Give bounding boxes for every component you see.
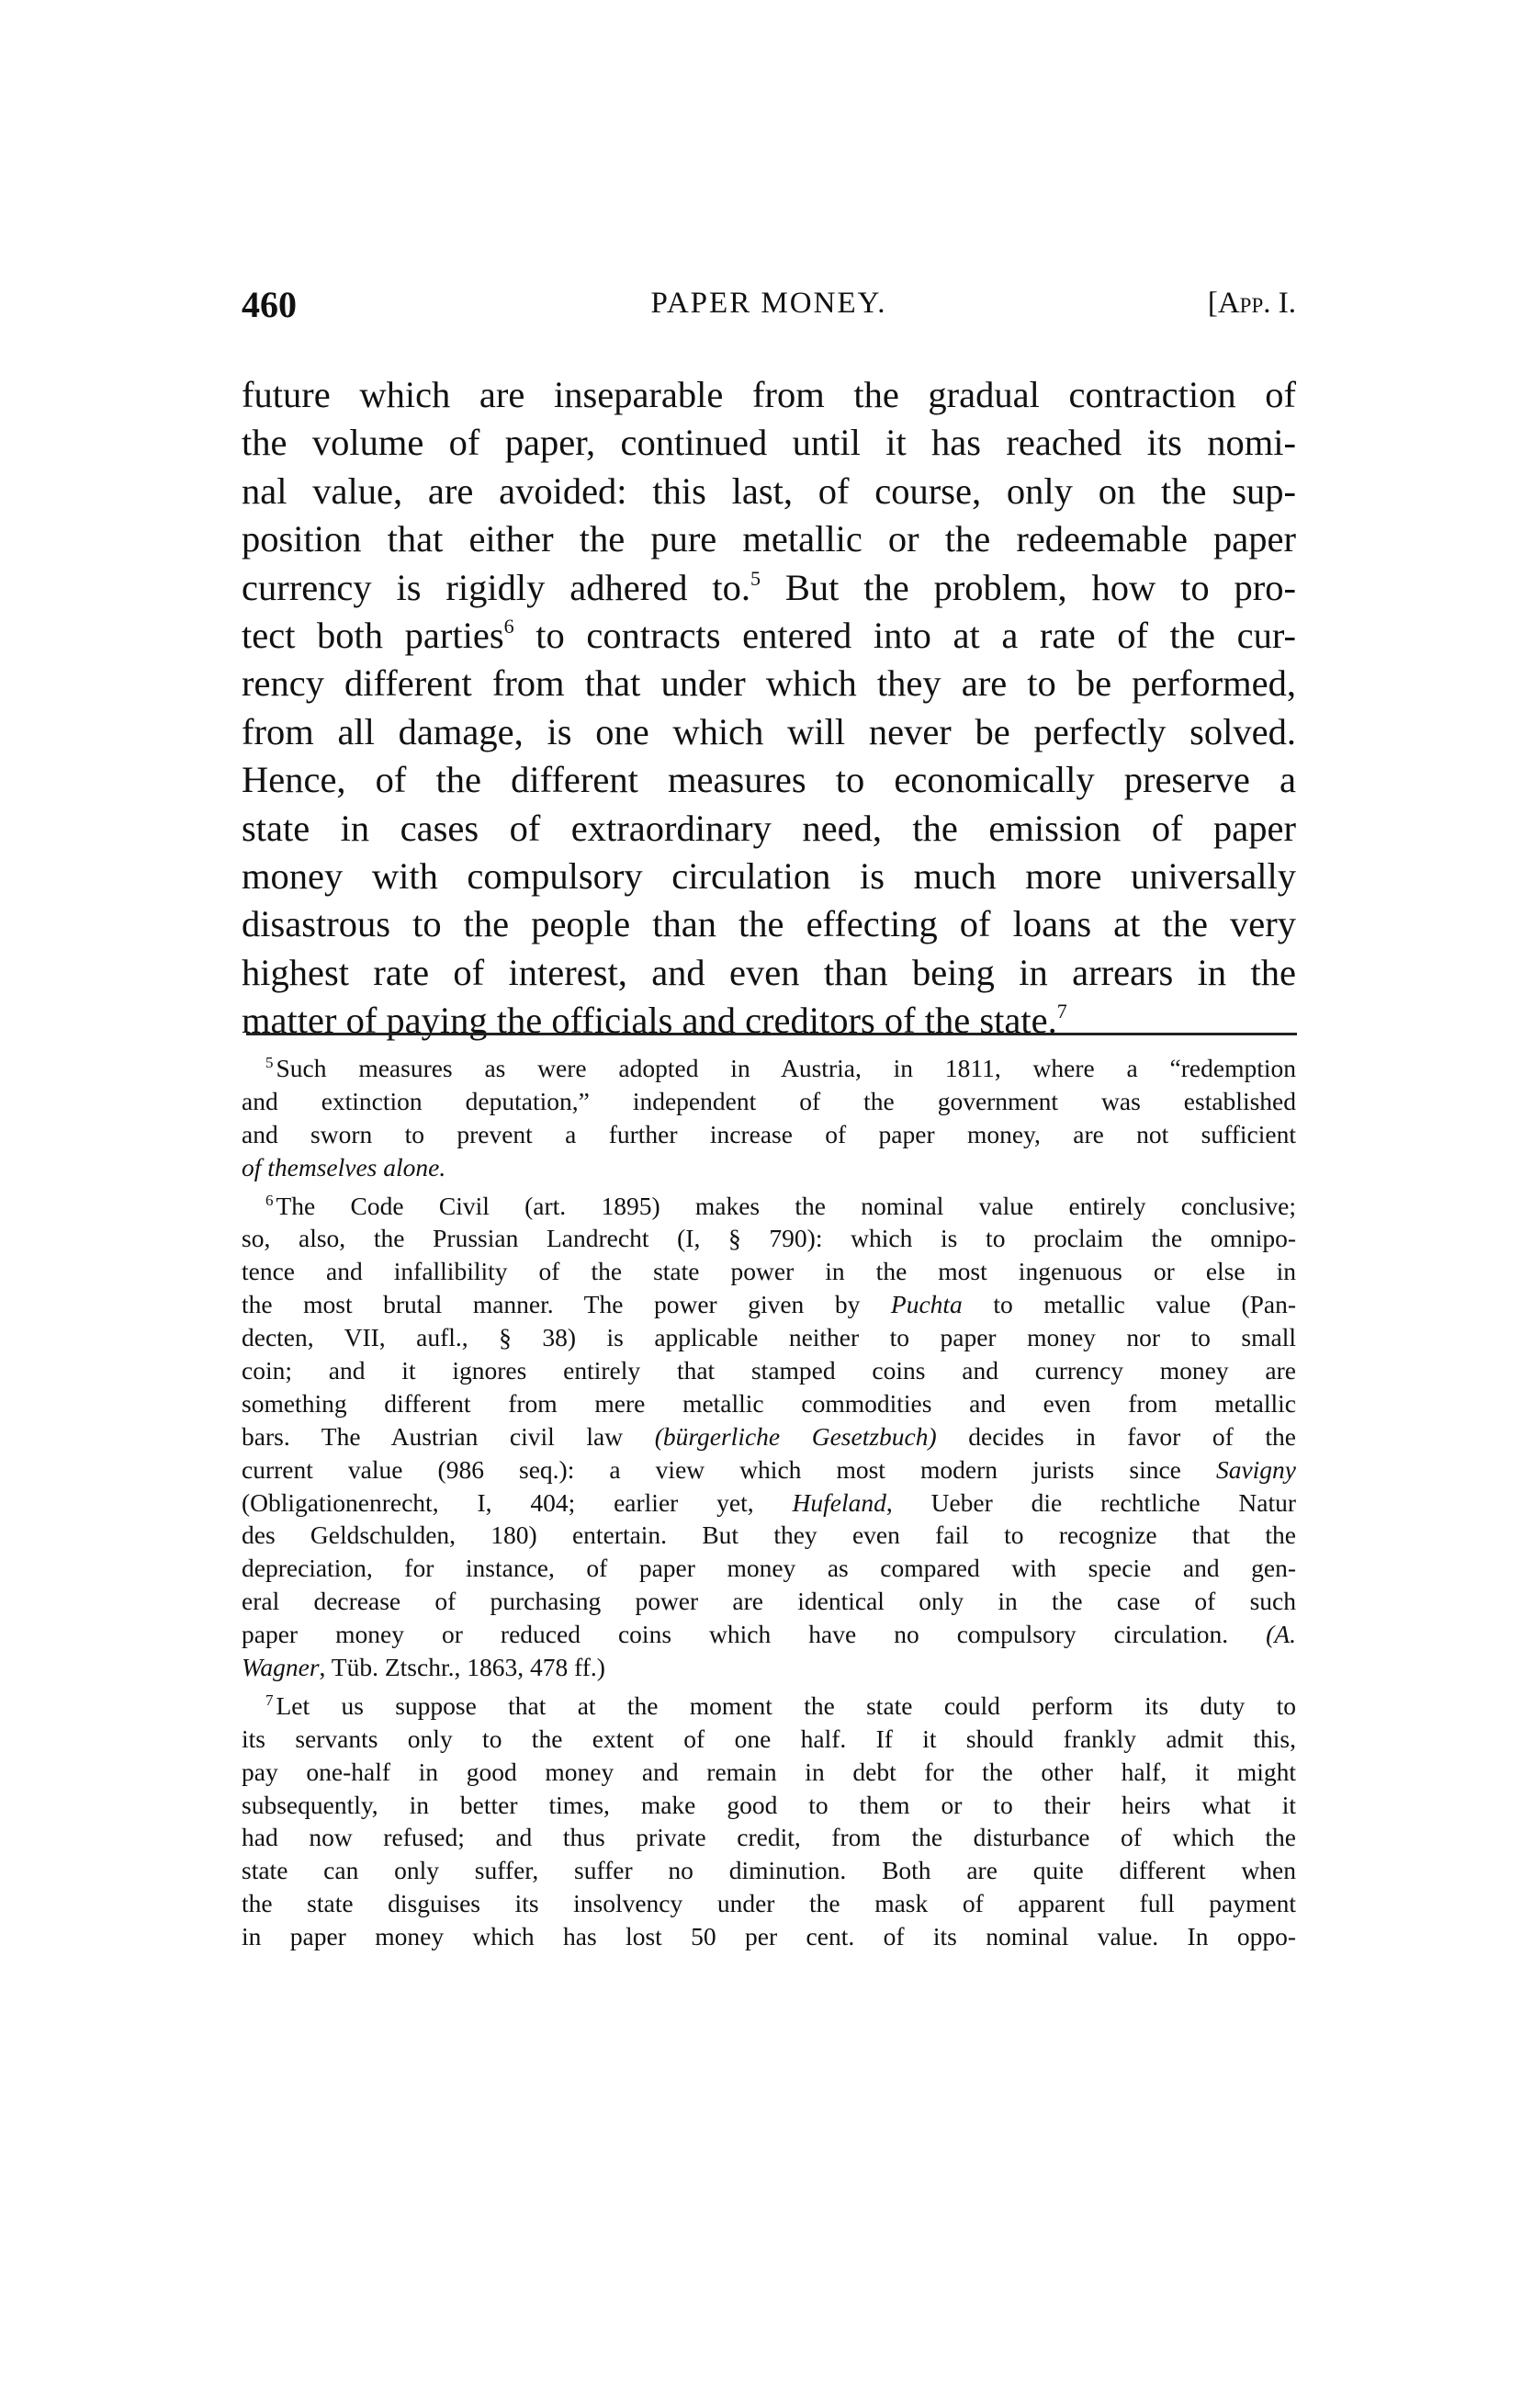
body-line: state in cases of extraordinary need, the emission of paper bbox=[242, 807, 1296, 849]
body-line: Hence, of the different measures to economically preserve a bbox=[242, 759, 1296, 801]
footnote-ref-5[interactable]: 5 bbox=[750, 566, 761, 590]
footnote-text: , Ueber die rechtliche Natur bbox=[885, 1487, 1296, 1517]
body-line bbox=[242, 612, 1296, 660]
body-line: money with compulsory circulation is much more universally bbox=[242, 854, 1296, 897]
footnote-line: des Geldschulden, 180) entertain. But they even fail to recognize that the bbox=[242, 1521, 1296, 1550]
body-line: position that either the pure metallic or the redeemable paper bbox=[242, 518, 1296, 560]
body-line: nal value, are avoided: this last, of course, only on the sup- bbox=[242, 469, 1296, 512]
running-header bbox=[242, 283, 1296, 338]
footnote-line: depreciation, for instance, of paper money as compared with specie and gen- bbox=[242, 1554, 1296, 1583]
footnote-line bbox=[242, 1651, 1296, 1684]
footnote-line bbox=[242, 1151, 1296, 1184]
footnote-ref-7[interactable]: 7 bbox=[1056, 1000, 1067, 1023]
body-text-segment: tect both parties bbox=[242, 614, 504, 656]
cited-author-wagner: (A. bbox=[1266, 1620, 1296, 1649]
footnote-line bbox=[242, 1288, 1296, 1321]
footnote-text: , Tüb. Ztschr., 1863, 478 ff.) bbox=[319, 1653, 605, 1682]
footnote-text: the most brutal manner. The power given by bbox=[242, 1290, 891, 1319]
footnote-line bbox=[242, 1618, 1296, 1651]
cited-author-wagner: Wagner bbox=[242, 1653, 320, 1682]
body-line: from all damage, is one which will never be perfectly solved. bbox=[242, 710, 1296, 752]
footnote-line: had now refused; and thus private credit, from the disturbance of which the bbox=[242, 1823, 1296, 1852]
footnote-text: Let us suppose that at the moment the state could perform its duty to bbox=[276, 1690, 1296, 1720]
footnote-5 bbox=[242, 1052, 1296, 1184]
footnote-line bbox=[242, 1487, 1296, 1520]
footnote-line: pay one-half in good money and remain in debt for the other half, it might bbox=[242, 1757, 1296, 1786]
footnote-text: The Code Civil (art. 1895) makes the nominal value entirely conclusive; bbox=[276, 1191, 1296, 1220]
page-number: 460 bbox=[242, 284, 297, 325]
body-line bbox=[242, 564, 1296, 612]
footnote-line bbox=[242, 1453, 1296, 1487]
footnote-line: in paper money which has lost 50 per cent. of its nominal value. In oppo- bbox=[242, 1922, 1296, 1951]
footnote-text: Such measures as were adopted in Austria, in 1811, where a “redemption bbox=[276, 1054, 1296, 1082]
cited-author-savigny: Savigny bbox=[1215, 1454, 1296, 1484]
footnotes bbox=[242, 1052, 1296, 1953]
footnote-line bbox=[242, 1690, 1296, 1723]
footnote-text: bars. The Austrian civil law bbox=[242, 1421, 655, 1451]
footnote-line: eral decrease of purchasing power are identical only in the case of such bbox=[242, 1587, 1296, 1616]
footnote-line: the state disguises its insolvency under the mask of apparent full payment bbox=[242, 1889, 1296, 1918]
footnote-line: so, also, the Prussian Landrecht (I, § 790): which is to proclaim the omnipo- bbox=[242, 1224, 1296, 1253]
footnote-text: decides in favor of the bbox=[936, 1421, 1296, 1451]
footnote-separator bbox=[246, 1033, 1297, 1035]
footnote-text: to metallic value (Pan- bbox=[962, 1290, 1297, 1319]
body-text-segment: But the problem, how to pro- bbox=[784, 566, 1297, 608]
footnote-line bbox=[242, 1190, 1296, 1223]
footnote-line: and sworn to prevent a further increase of paper money, are not sufficient bbox=[242, 1119, 1296, 1148]
footnote-line: coin; and it ignores entirely that stamped coins and currency money are bbox=[242, 1356, 1296, 1385]
body-line: future which are inseparable from the gradual contraction of bbox=[242, 374, 1296, 415]
footnote-line: its servants only to the extent of one half. If it should frankly admit this, bbox=[242, 1724, 1296, 1753]
cited-author-puchta: Puchta bbox=[890, 1290, 963, 1319]
footnote-line: something different from mere metallic commodities and even from metallic bbox=[242, 1388, 1296, 1418]
body-line: disastrous to the people than the effecting of loans at the very bbox=[242, 903, 1296, 945]
body-line bbox=[242, 997, 1296, 1045]
footnote-6 bbox=[242, 1190, 1296, 1684]
body-line: highest rate of interest, and even than being in arrears in the bbox=[242, 951, 1296, 993]
footnote-line: state can only suffer, suffer no diminution. Both are quite different when bbox=[242, 1856, 1296, 1885]
cited-author-hufeland: Hufeland bbox=[792, 1487, 886, 1517]
body-text-segment: to contracts entered into at a rate of the cur- bbox=[536, 614, 1296, 656]
section-marker: [App. I. bbox=[1207, 287, 1296, 320]
cited-work-title: (bürgerliche Gesetzbuch) bbox=[654, 1421, 937, 1451]
footnote-line: subsequently, in better times, make good to them or to their heirs what it bbox=[242, 1790, 1296, 1819]
body-text-segment: matter of paying the officials and creditors of the state. bbox=[242, 1000, 1057, 1042]
body-paragraph bbox=[242, 371, 1296, 1045]
footnote-line: tence and infallibility of the state power in the most ingenuous or else in bbox=[242, 1257, 1296, 1286]
footnote-text: paper money or reduced coins which have no compulsory circulation. bbox=[242, 1620, 1267, 1649]
footnote-text: (Obligationenrecht, I, 404; earlier yet, bbox=[242, 1487, 793, 1517]
footnote-line: and extinction deputation,” independent of the government was established bbox=[242, 1086, 1296, 1115]
footnote-marker: 6 bbox=[265, 1191, 274, 1209]
footnote-marker: 7 bbox=[265, 1690, 274, 1709]
footnote-line bbox=[242, 1420, 1296, 1453]
running-title: PAPER MONEY. bbox=[650, 287, 887, 320]
footnote-text: current value (986 seq.): a view which most modern jurists since bbox=[242, 1454, 1216, 1484]
footnote-text: of themselves alone. bbox=[242, 1152, 446, 1181]
footnote-7 bbox=[242, 1690, 1296, 1953]
body-text-segment: currency is rigidly adhered to. bbox=[242, 566, 750, 608]
footnote-marker: 5 bbox=[265, 1054, 274, 1071]
body-line: the volume of paper, continued until it has reached its nomi- bbox=[242, 422, 1296, 464]
body-line: rency different from that under which they are to be performed, bbox=[242, 662, 1296, 705]
footnote-ref-6[interactable]: 6 bbox=[503, 614, 514, 638]
footnote-line bbox=[242, 1052, 1296, 1085]
footnote-line: decten, VII, aufl., § 38) is applicable neither to paper money nor to small bbox=[242, 1323, 1296, 1352]
